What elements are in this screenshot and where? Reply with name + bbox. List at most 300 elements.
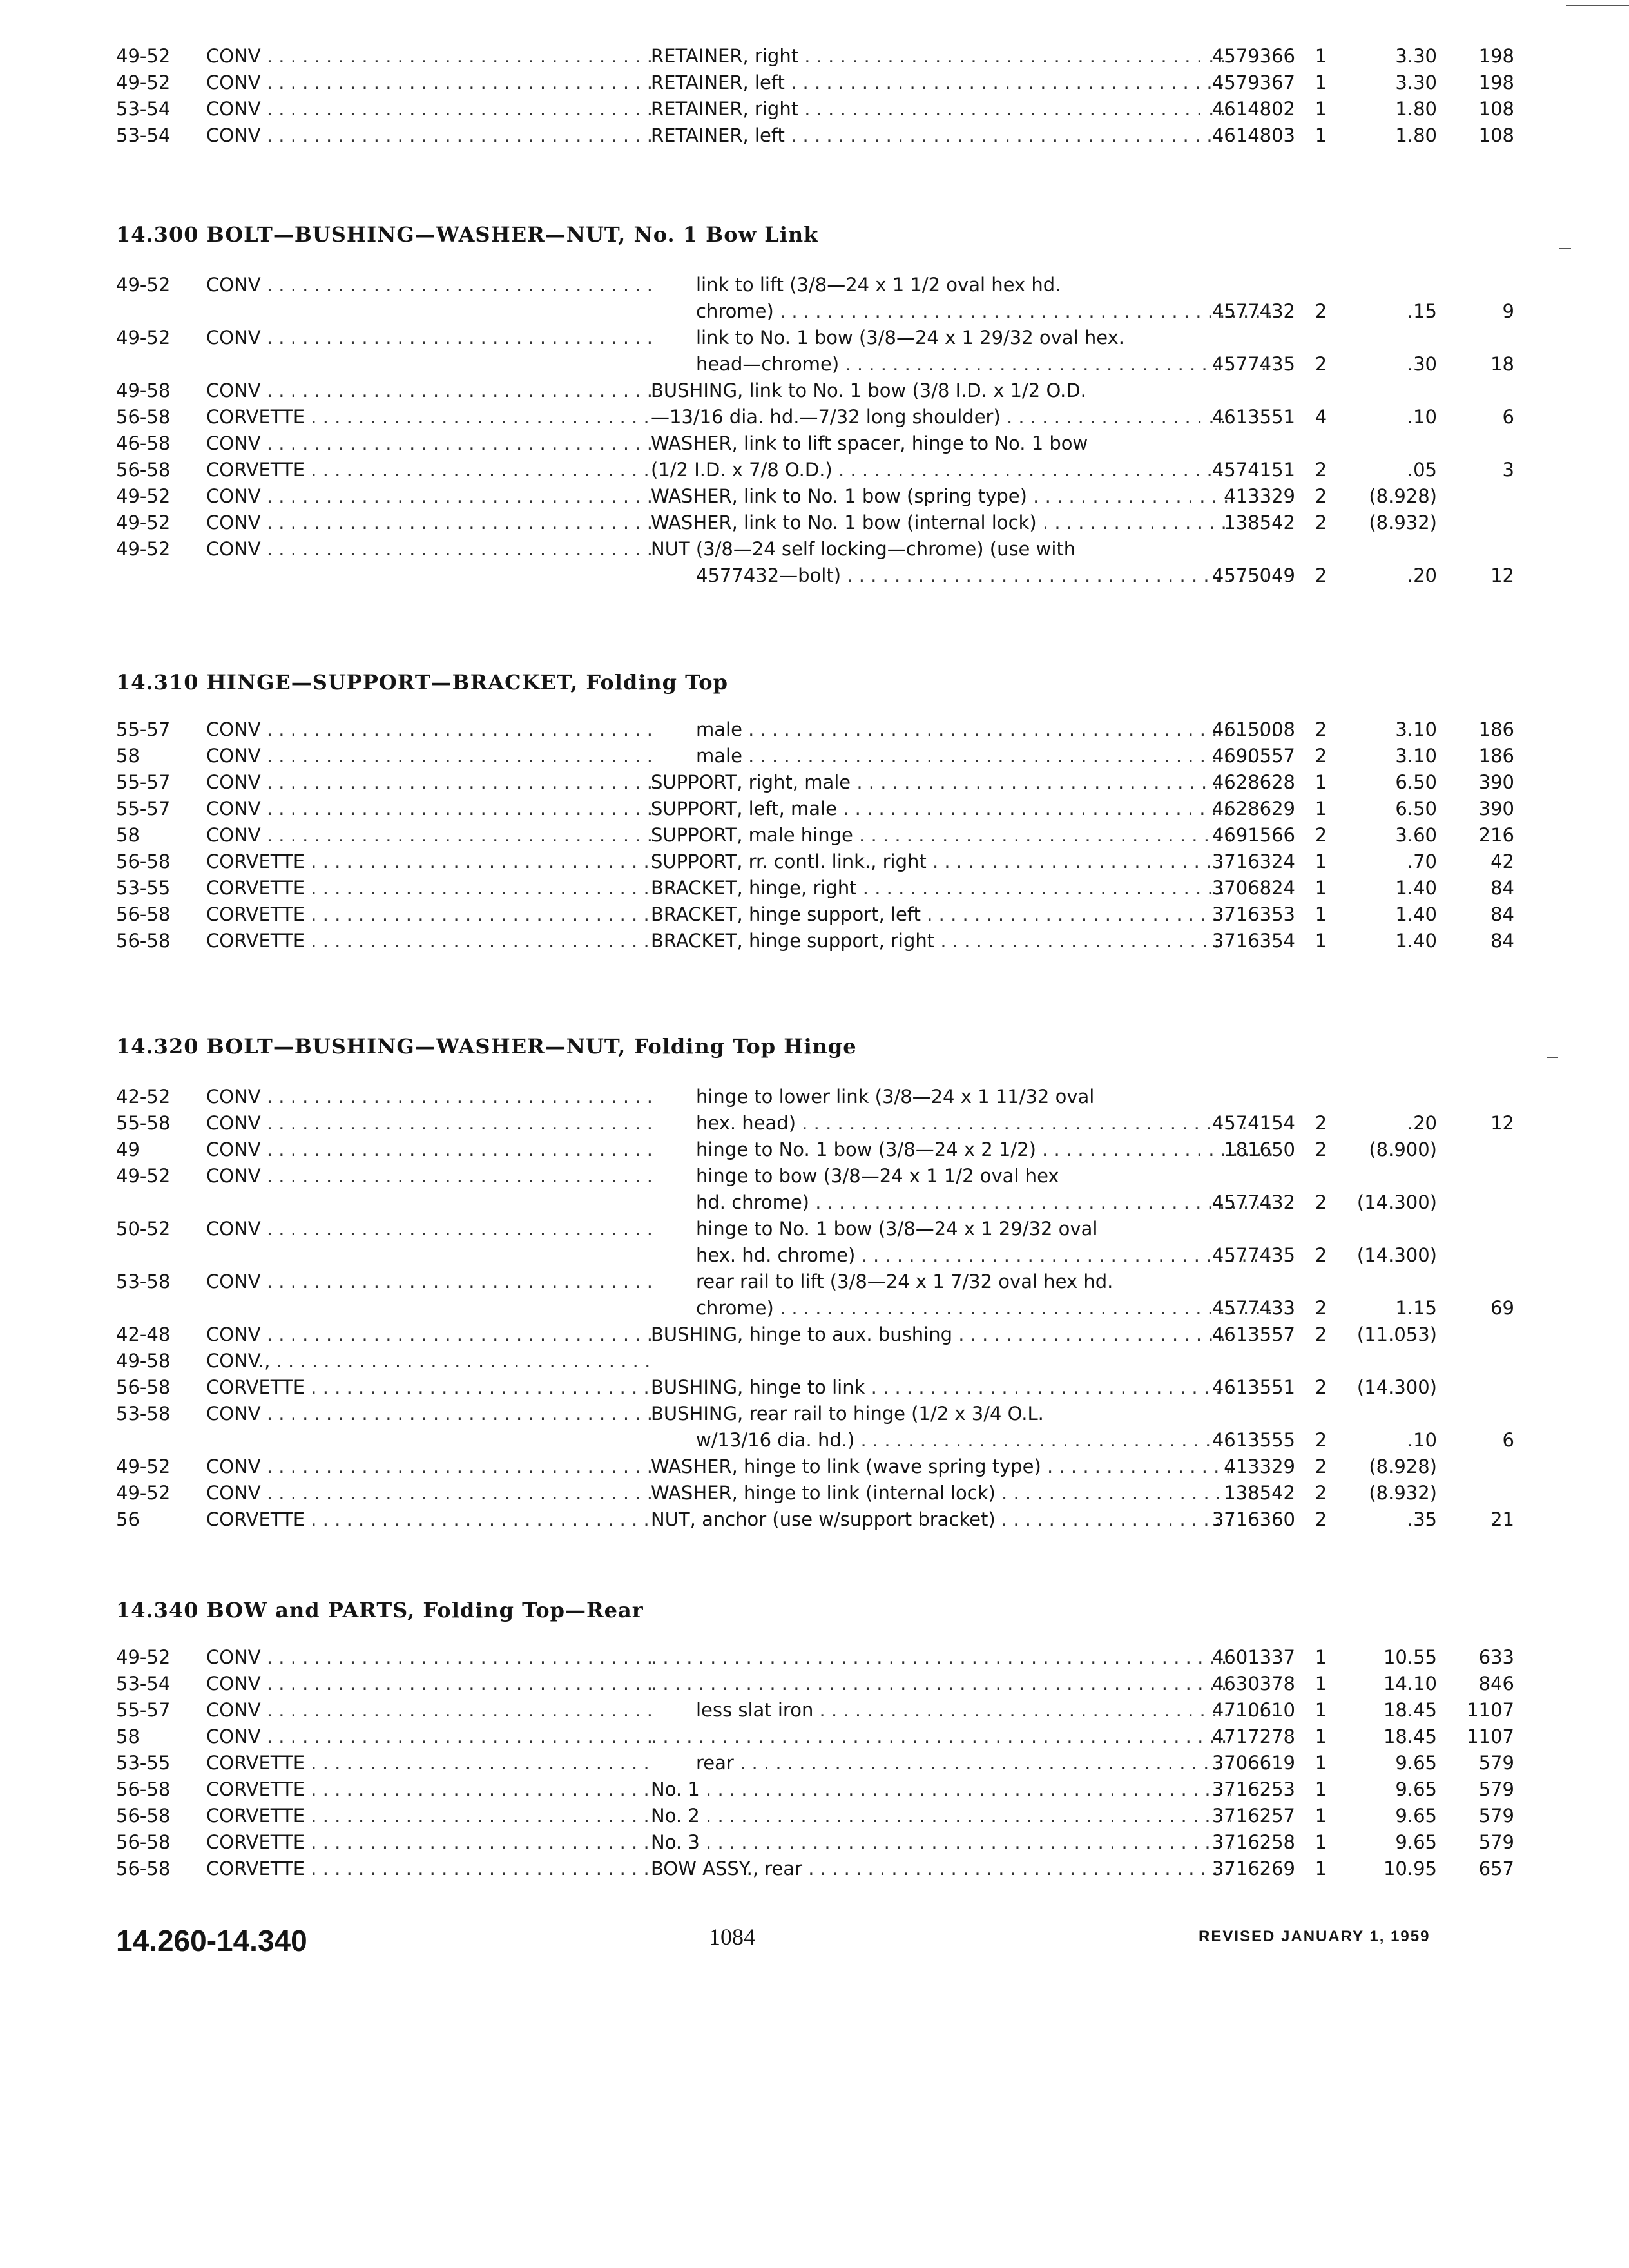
table-row bbox=[116, 877, 1514, 903]
leader-dots bbox=[305, 930, 657, 952]
model-cell: CORVETTE . . . bbox=[206, 406, 657, 428]
part-number-cell: 3716257 bbox=[1211, 1805, 1295, 1827]
year-cell: 56-58 bbox=[116, 1805, 171, 1827]
quantity-cell: 2 bbox=[1315, 1482, 1327, 1504]
description-cell: head—chrome) . . . bbox=[651, 353, 1276, 375]
part-number-cell: 138542 bbox=[1224, 512, 1295, 533]
description-cell: SUPPORT, male hinge . . . bbox=[651, 824, 1231, 846]
table-row bbox=[116, 930, 1514, 956]
year-cell: 56-58 bbox=[116, 1778, 171, 1800]
part-number-cell: 3716253 bbox=[1211, 1778, 1295, 1800]
quantity-cell: 2 bbox=[1315, 1429, 1327, 1451]
part-number-cell: 4614802 bbox=[1211, 98, 1295, 120]
description-cell: —13/16 dia. hd.—7/32 long shoulder) . . . bbox=[651, 406, 1231, 428]
price-cell: (8.932) bbox=[1369, 512, 1437, 533]
leader-dots bbox=[261, 124, 657, 146]
leader-dots bbox=[261, 824, 657, 846]
model-cell: CONV . . . bbox=[206, 745, 657, 767]
table-row bbox=[116, 327, 1482, 352]
table-row bbox=[116, 1350, 1482, 1376]
model-cell: CONV . . . bbox=[206, 1271, 657, 1293]
year-cell: 55-57 bbox=[116, 798, 171, 820]
year-cell: 49-58 bbox=[116, 380, 171, 401]
weight-cell: 1107 bbox=[1467, 1725, 1514, 1747]
table-row bbox=[116, 72, 1514, 97]
quantity-cell: 4 bbox=[1315, 406, 1327, 428]
part-number-cell: 413329 bbox=[1224, 1456, 1295, 1477]
leader-dots bbox=[261, 1112, 657, 1134]
description-cell bbox=[651, 1646, 1231, 1668]
model-cell: CONV . . . bbox=[206, 432, 657, 454]
quantity-cell: 1 bbox=[1315, 850, 1327, 872]
leader-dots bbox=[305, 1778, 657, 1800]
weight-cell: 1107 bbox=[1467, 1699, 1514, 1721]
quantity-cell: 2 bbox=[1315, 459, 1327, 481]
price-cell: (14.300) bbox=[1356, 1376, 1437, 1398]
model-cell: CONV . . . bbox=[206, 72, 657, 93]
year-cell: 58 bbox=[116, 745, 140, 767]
model-cell: CONV . . . bbox=[206, 512, 657, 533]
weight-cell: 6 bbox=[1502, 406, 1514, 428]
description-cell: hinge to bow (3/8—24 x 1 1/2 oval hex bbox=[696, 1165, 1059, 1187]
price-cell: 14.10 bbox=[1383, 1673, 1437, 1695]
price-cell: .10 bbox=[1407, 1429, 1437, 1451]
part-number-cell: 3716258 bbox=[1211, 1831, 1295, 1853]
price-cell: 6.50 bbox=[1395, 798, 1437, 820]
weight-cell: 186 bbox=[1478, 718, 1514, 740]
part-number-cell: 3716324 bbox=[1211, 850, 1295, 872]
price-cell: 1.40 bbox=[1395, 877, 1437, 899]
table-row bbox=[116, 538, 1482, 564]
table-row bbox=[116, 1112, 1514, 1138]
description-cell: hex. head) . . . bbox=[651, 1112, 1276, 1134]
year-cell: 53-55 bbox=[116, 1752, 171, 1774]
weight-cell: 108 bbox=[1478, 98, 1514, 120]
model-cell: CONV . . . bbox=[206, 1139, 657, 1160]
section-heading: 14.340 BOW and PARTS, Folding Top—Rear bbox=[116, 1598, 644, 1622]
quantity-cell: 1 bbox=[1315, 1831, 1327, 1853]
year-cell: 55-57 bbox=[116, 1699, 171, 1721]
part-number-cell: 4575049 bbox=[1211, 564, 1295, 586]
description-cell: less slat iron . . . bbox=[651, 1699, 1276, 1721]
model-cell: CORVETTE . . . bbox=[206, 1778, 657, 1800]
description-cell bbox=[651, 1673, 1231, 1695]
table-row bbox=[116, 1271, 1482, 1296]
table-row bbox=[116, 353, 1514, 379]
year-cell: 56-58 bbox=[116, 459, 171, 481]
description-cell: NUT (3/8—24 self locking—chrome) (use with bbox=[651, 538, 1076, 560]
table-row bbox=[116, 564, 1514, 590]
leader-dots bbox=[261, 274, 657, 296]
model-cell: CONV . . . bbox=[206, 1673, 657, 1695]
table-row bbox=[116, 1323, 1482, 1349]
price-cell: 3.60 bbox=[1395, 824, 1437, 846]
table-row bbox=[116, 1673, 1514, 1698]
part-number-cell: 4690557 bbox=[1211, 745, 1295, 767]
leader-dots bbox=[261, 1086, 657, 1108]
price-cell: 18.45 bbox=[1383, 1699, 1437, 1721]
price-cell: 3.30 bbox=[1395, 45, 1437, 67]
weight-cell: 846 bbox=[1478, 1673, 1514, 1695]
description-cell: BRACKET, hinge support, left . . . bbox=[651, 903, 1231, 925]
table-row bbox=[116, 1376, 1482, 1402]
year-cell: 49-52 bbox=[116, 45, 171, 67]
quantity-cell: 1 bbox=[1315, 72, 1327, 93]
description-cell: hd. chrome) . . . bbox=[651, 1191, 1276, 1213]
part-number-cell: 4579367 bbox=[1211, 72, 1295, 93]
price-cell: 3.30 bbox=[1395, 72, 1437, 93]
model-cell: CORVETTE . . . bbox=[206, 1805, 657, 1827]
price-cell: (14.300) bbox=[1356, 1244, 1437, 1266]
quantity-cell: 2 bbox=[1315, 1323, 1327, 1345]
description-cell: BOW ASSY., rear . . . bbox=[651, 1858, 1231, 1879]
part-number-cell: 4613555 bbox=[1211, 1429, 1295, 1451]
price-cell: .05 bbox=[1407, 459, 1437, 481]
price-cell: .15 bbox=[1407, 300, 1437, 322]
description-cell: WASHER, hinge to link (wave spring type) . . . bbox=[651, 1456, 1231, 1477]
part-number-cell: 4628628 bbox=[1211, 771, 1295, 793]
description-cell: chrome) . . . bbox=[651, 300, 1276, 322]
weight-cell: 633 bbox=[1478, 1646, 1514, 1668]
model-cell: CORVETTE . . . bbox=[206, 1508, 657, 1530]
margin-mark bbox=[1559, 248, 1571, 249]
table-row bbox=[116, 1831, 1514, 1857]
leader-dots bbox=[305, 1858, 657, 1879]
quantity-cell: 1 bbox=[1315, 1673, 1327, 1695]
quantity-cell: 2 bbox=[1315, 1297, 1327, 1319]
corner-rule bbox=[1566, 5, 1629, 6]
part-number-cell: 4613551 bbox=[1211, 406, 1295, 428]
model-cell: CONV . . . bbox=[206, 1699, 657, 1721]
leader-dots bbox=[261, 1725, 657, 1747]
year-cell: 49-52 bbox=[116, 1456, 171, 1477]
part-number-cell: 4614803 bbox=[1211, 124, 1295, 146]
description-cell: hinge to No. 1 bow (3/8—24 x 2 1/2) . . . bbox=[651, 1139, 1276, 1160]
weight-cell: 198 bbox=[1478, 45, 1514, 67]
description-cell: WASHER, link to lift spacer, hinge to No. 1 bow bbox=[651, 432, 1088, 454]
model-cell: CORVETTE . . . bbox=[206, 1858, 657, 1879]
leader-dots bbox=[261, 1403, 657, 1425]
model-cell: CORVETTE . . . bbox=[206, 1752, 657, 1774]
weight-cell: 12 bbox=[1490, 564, 1514, 586]
weight-cell: 6 bbox=[1502, 1429, 1514, 1451]
part-number-cell: 4691566 bbox=[1211, 824, 1295, 846]
leader-dots bbox=[261, 718, 657, 740]
quantity-cell: 1 bbox=[1315, 1752, 1327, 1774]
table-row bbox=[116, 1218, 1482, 1244]
description-cell: BUSHING, hinge to link . . . bbox=[651, 1376, 1231, 1398]
leader-dots bbox=[261, 485, 657, 507]
part-number-cell: 3716360 bbox=[1211, 1508, 1295, 1530]
description-cell: 4577432—bolt) . . . bbox=[651, 564, 1276, 586]
leader-dots bbox=[305, 1805, 657, 1827]
table-row bbox=[116, 798, 1514, 823]
quantity-cell: 1 bbox=[1315, 798, 1327, 820]
quantity-cell: 2 bbox=[1315, 745, 1327, 767]
leader-dots bbox=[261, 1271, 657, 1293]
part-number-cell: 4628629 bbox=[1211, 798, 1295, 820]
price-cell: 1.40 bbox=[1395, 930, 1437, 952]
model-cell: CORVETTE . . . bbox=[206, 903, 657, 925]
year-cell: 49-58 bbox=[116, 1350, 171, 1372]
table-row bbox=[116, 903, 1514, 929]
quantity-cell: 1 bbox=[1315, 1805, 1327, 1827]
price-cell: (14.300) bbox=[1356, 1191, 1437, 1213]
section-heading: 14.320 BOLT—BUSHING—WASHER—NUT, Folding Top Hinge bbox=[116, 1034, 857, 1059]
leader-dots bbox=[261, 745, 657, 767]
year-cell: 53-58 bbox=[116, 1271, 171, 1293]
table-row bbox=[116, 432, 1482, 458]
description-cell: link to lift (3/8—24 x 1 1/2 oval hex hd. bbox=[696, 274, 1061, 296]
price-cell: 9.65 bbox=[1395, 1831, 1437, 1853]
part-number-cell: 3706824 bbox=[1211, 877, 1295, 899]
model-cell: CONV . . . bbox=[206, 538, 657, 560]
year-cell: 56-58 bbox=[116, 1831, 171, 1853]
description-cell: RETAINER, right . . . bbox=[651, 98, 1231, 120]
weight-cell: 579 bbox=[1478, 1831, 1514, 1853]
price-cell: 10.95 bbox=[1383, 1858, 1437, 1879]
description-cell: rear . . . bbox=[651, 1752, 1276, 1774]
leader-dots bbox=[261, 1699, 657, 1721]
price-cell: 9.65 bbox=[1395, 1752, 1437, 1774]
leader-dots bbox=[261, 45, 657, 67]
part-number-cell: 181650 bbox=[1224, 1139, 1295, 1160]
part-number-cell: 4601337 bbox=[1211, 1646, 1295, 1668]
quantity-cell: 1 bbox=[1315, 1725, 1327, 1747]
leader-dots bbox=[261, 327, 657, 349]
model-cell: CONV . . . bbox=[206, 1403, 657, 1425]
quantity-cell: 2 bbox=[1315, 485, 1327, 507]
model-cell: CORVETTE . . . bbox=[206, 459, 657, 481]
part-number-cell: 4574154 bbox=[1211, 1112, 1295, 1134]
table-row bbox=[116, 1858, 1514, 1883]
weight-cell: 9 bbox=[1502, 300, 1514, 322]
year-cell: 42-48 bbox=[116, 1323, 171, 1345]
table-row bbox=[116, 274, 1482, 300]
description-cell: chrome) . . . bbox=[651, 1297, 1276, 1319]
year-cell: 49-52 bbox=[116, 538, 171, 560]
quantity-cell: 1 bbox=[1315, 877, 1327, 899]
weight-cell: 108 bbox=[1478, 124, 1514, 146]
revision-date: REVISED JANUARY 1, 1959 bbox=[1199, 1928, 1431, 1945]
quantity-cell: 2 bbox=[1315, 1244, 1327, 1266]
leader-dots bbox=[261, 1218, 657, 1240]
leader-dots bbox=[261, 512, 657, 533]
quantity-cell: 2 bbox=[1315, 824, 1327, 846]
description-cell: male . . . bbox=[651, 745, 1276, 767]
table-row bbox=[116, 771, 1514, 797]
weight-cell: 21 bbox=[1490, 1508, 1514, 1530]
price-cell: (11.053) bbox=[1356, 1323, 1437, 1345]
model-cell: CORVETTE . . . bbox=[206, 877, 657, 899]
leader-dots bbox=[261, 72, 657, 93]
part-number-cell: 4577432 bbox=[1211, 1191, 1295, 1213]
leader-dots bbox=[261, 771, 657, 793]
description-cell: RETAINER, left . . . bbox=[651, 72, 1231, 93]
model-cell: CONV . . . bbox=[206, 98, 657, 120]
leader-dots bbox=[261, 538, 657, 560]
model-cell: CONV . . . bbox=[206, 1086, 657, 1108]
model-cell: CONV . . . bbox=[206, 485, 657, 507]
table-row bbox=[116, 45, 1514, 71]
weight-cell: 84 bbox=[1490, 903, 1514, 925]
description-cell: RETAINER, left . . . bbox=[651, 124, 1231, 146]
leader-dots bbox=[261, 432, 657, 454]
quantity-cell: 2 bbox=[1315, 1508, 1327, 1530]
description-cell: WASHER, hinge to link (internal lock) . . . bbox=[651, 1482, 1231, 1504]
part-number-cell: 413329 bbox=[1224, 485, 1295, 507]
year-cell: 55-58 bbox=[116, 1112, 171, 1134]
year-cell: 49-52 bbox=[116, 274, 171, 296]
year-cell: 55-57 bbox=[116, 771, 171, 793]
price-cell: .20 bbox=[1407, 564, 1437, 586]
weight-cell: 657 bbox=[1478, 1858, 1514, 1879]
price-cell: .70 bbox=[1407, 850, 1437, 872]
description-cell: No. 2 . . . bbox=[651, 1805, 1231, 1827]
table-row bbox=[116, 1429, 1514, 1455]
price-cell: 10.55 bbox=[1383, 1646, 1437, 1668]
quantity-cell: 2 bbox=[1315, 512, 1327, 533]
leader-dots bbox=[261, 1456, 657, 1477]
year-cell: 58 bbox=[116, 1725, 140, 1747]
quantity-cell: 1 bbox=[1315, 1778, 1327, 1800]
quantity-cell: 1 bbox=[1315, 45, 1327, 67]
table-row bbox=[116, 1699, 1514, 1725]
leader-dots bbox=[261, 1139, 657, 1160]
table-row bbox=[116, 1646, 1514, 1672]
price-cell: 6.50 bbox=[1395, 771, 1437, 793]
price-cell: 1.80 bbox=[1395, 98, 1437, 120]
year-cell: 56-58 bbox=[116, 903, 171, 925]
weight-cell: 186 bbox=[1478, 745, 1514, 767]
table-row bbox=[116, 1086, 1482, 1111]
part-number-cell: 138542 bbox=[1224, 1482, 1295, 1504]
price-cell: .20 bbox=[1407, 1112, 1437, 1134]
model-cell: CORVETTE . . . bbox=[206, 930, 657, 952]
table-row bbox=[116, 459, 1514, 485]
model-cell: CORVETTE . . . bbox=[206, 1831, 657, 1853]
model-cell: CONV . . . bbox=[206, 1646, 657, 1668]
description-cell bbox=[651, 1725, 1231, 1747]
weight-cell: 3 bbox=[1502, 459, 1514, 481]
leader-dots bbox=[651, 1725, 1231, 1747]
description-cell: No. 1 . . . bbox=[651, 1778, 1231, 1800]
year-cell: 49-52 bbox=[116, 485, 171, 507]
model-cell: CONV . . . bbox=[206, 798, 657, 820]
description-cell: BUSHING, link to No. 1 bow (3/8 I.D. x 1/2 O.D. bbox=[651, 380, 1086, 401]
table-row bbox=[116, 1139, 1482, 1164]
description-cell: hex. hd. chrome) . . . bbox=[651, 1244, 1276, 1266]
table-row bbox=[116, 300, 1514, 326]
description-cell: SUPPORT, left, male . . . bbox=[651, 798, 1231, 820]
leader-dots bbox=[261, 380, 657, 401]
quantity-cell: 1 bbox=[1315, 1699, 1327, 1721]
table-row bbox=[116, 824, 1514, 850]
year-cell: 53-54 bbox=[116, 124, 171, 146]
model-cell: CONV . . . bbox=[206, 1165, 657, 1187]
part-number-cell: 3716353 bbox=[1211, 903, 1295, 925]
quantity-cell: 2 bbox=[1315, 1456, 1327, 1477]
table-row bbox=[116, 485, 1482, 511]
year-cell: 46-58 bbox=[116, 432, 171, 454]
weight-cell: 579 bbox=[1478, 1805, 1514, 1827]
table-row bbox=[116, 406, 1514, 432]
weight-cell: 579 bbox=[1478, 1778, 1514, 1800]
year-cell: 56-58 bbox=[116, 406, 171, 428]
part-number-cell: 3716354 bbox=[1211, 930, 1295, 952]
description-cell: WASHER, link to No. 1 bow (spring type) . . . bbox=[651, 485, 1231, 507]
quantity-cell: 2 bbox=[1315, 1139, 1327, 1160]
leader-dots bbox=[305, 1831, 657, 1853]
description-cell: rear rail to lift (3/8—24 x 1 7/32 oval hex hd. bbox=[696, 1271, 1113, 1293]
year-cell: 58 bbox=[116, 824, 140, 846]
model-cell: CONV . . . bbox=[206, 771, 657, 793]
part-number-cell: 4577433 bbox=[1211, 1297, 1295, 1319]
year-cell: 49-52 bbox=[116, 327, 171, 349]
year-cell: 56-58 bbox=[116, 1376, 171, 1398]
table-row bbox=[116, 512, 1482, 537]
quantity-cell: 1 bbox=[1315, 98, 1327, 120]
price-cell: .30 bbox=[1407, 353, 1437, 375]
margin-mark bbox=[1547, 1057, 1558, 1058]
part-number-cell: 4710610 bbox=[1211, 1699, 1295, 1721]
model-cell: CONV . . . bbox=[206, 45, 657, 67]
leader-dots bbox=[305, 877, 657, 899]
description-cell: link to No. 1 bow (3/8—24 x 1 29/32 oval hex. bbox=[696, 327, 1124, 349]
table-row bbox=[116, 1752, 1514, 1778]
table-row bbox=[116, 1191, 1482, 1217]
leader-dots bbox=[305, 459, 657, 481]
leader-dots bbox=[651, 1673, 1231, 1695]
description-cell: w/13/16 dia. hd.) . . . bbox=[651, 1429, 1276, 1451]
table-row bbox=[116, 1165, 1482, 1191]
model-cell: CONV . . . bbox=[206, 274, 657, 296]
price-cell: 1.40 bbox=[1395, 903, 1437, 925]
page-number: 1084 bbox=[709, 1924, 755, 1950]
year-cell: 56-58 bbox=[116, 1858, 171, 1879]
year-cell: 49-52 bbox=[116, 512, 171, 533]
year-cell: 56 bbox=[116, 1508, 140, 1530]
quantity-cell: 2 bbox=[1315, 300, 1327, 322]
quantity-cell: 2 bbox=[1315, 353, 1327, 375]
price-cell: 9.65 bbox=[1395, 1805, 1437, 1827]
leader-dots bbox=[261, 1646, 657, 1668]
part-number-cell: 4579366 bbox=[1211, 45, 1295, 67]
part-number-cell: 4615008 bbox=[1211, 718, 1295, 740]
weight-cell: 69 bbox=[1490, 1297, 1514, 1319]
price-cell: (8.900) bbox=[1369, 1139, 1437, 1160]
price-cell: 18.45 bbox=[1383, 1725, 1437, 1747]
part-number-cell: 3706619 bbox=[1211, 1752, 1295, 1774]
leader-dots bbox=[305, 850, 657, 872]
quantity-cell: 1 bbox=[1315, 771, 1327, 793]
table-row bbox=[116, 1508, 1514, 1534]
description-cell: BRACKET, hinge support, right . . . bbox=[651, 930, 1231, 952]
table-row bbox=[116, 850, 1514, 876]
model-cell: CONV., . . . bbox=[206, 1350, 657, 1372]
price-cell: 9.65 bbox=[1395, 1778, 1437, 1800]
description-cell: BRACKET, hinge, right . . . bbox=[651, 877, 1231, 899]
table-row bbox=[116, 124, 1514, 150]
year-cell: 53-54 bbox=[116, 1673, 171, 1695]
model-cell: CONV . . . bbox=[206, 824, 657, 846]
description-cell: No. 3 . . . bbox=[651, 1831, 1231, 1853]
leader-dots bbox=[261, 98, 657, 120]
part-number-cell: 4577432 bbox=[1211, 300, 1295, 322]
leader-dots bbox=[651, 1646, 1231, 1668]
leader-dots bbox=[261, 1482, 657, 1504]
description-cell: (1/2 I.D. x 7/8 O.D.) . . . bbox=[651, 459, 1231, 481]
